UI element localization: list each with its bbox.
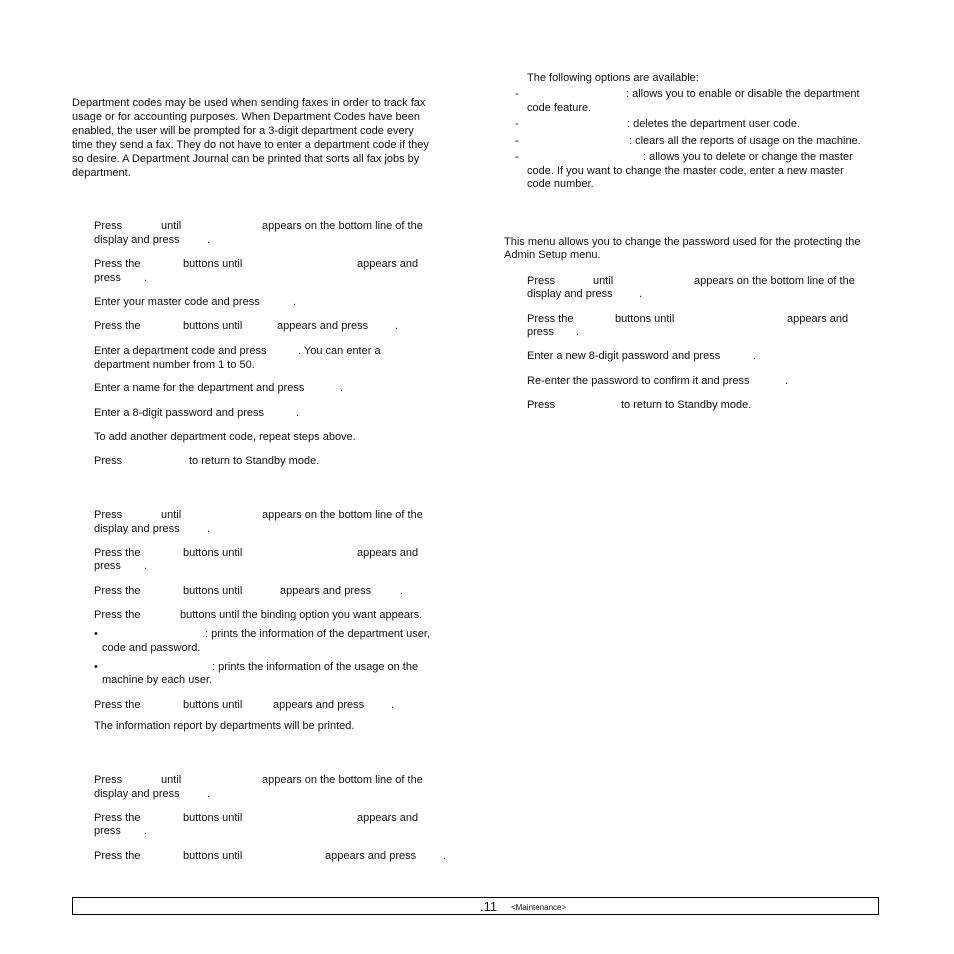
step-text: display and press xyxy=(94,234,180,246)
step-text: Press the xyxy=(94,585,141,597)
intro-line: so desire. A Department Journal can be printed that sorts all fax jobs by xyxy=(72,153,420,165)
password-intro: This menu allows you to change the password used for the protecting the xyxy=(504,236,861,248)
step-text: . xyxy=(293,296,297,308)
step-text: . xyxy=(144,560,148,572)
step-text: . xyxy=(296,407,300,419)
intro-line: Department codes may be used when sending faxes in order to track fax xyxy=(72,97,426,109)
option-text: code feature. xyxy=(527,102,592,114)
step-text: buttons until xyxy=(183,850,243,862)
step-text: . xyxy=(207,523,211,535)
step-text: display and press xyxy=(527,288,613,300)
step-text: press xyxy=(94,560,121,572)
step-text: Enter a 8-digit password and press xyxy=(94,407,264,419)
step-text: until xyxy=(161,509,182,521)
dash-icon: - xyxy=(515,118,519,130)
step-text: Press the xyxy=(94,812,141,824)
dash-icon: - xyxy=(515,88,519,100)
step-text: Press xyxy=(94,455,123,467)
step-text: appears on the bottom line of the xyxy=(262,509,423,521)
step-text: Enter a department code and press xyxy=(94,345,267,357)
step-text: buttons until xyxy=(183,547,243,559)
options-intro: The following options are available: xyxy=(527,72,699,84)
step-text: department number from 1 to 50. xyxy=(94,359,255,371)
step-text: buttons until xyxy=(183,258,243,270)
option-text: code. If you want to change the master code, enter a new master xyxy=(527,165,844,177)
step-text: until xyxy=(593,275,614,287)
bullet-text: machine by each user. xyxy=(102,674,213,686)
step-text: Press xyxy=(94,220,123,232)
step-text: to return to Standby mode. xyxy=(621,399,752,411)
step-text: . xyxy=(340,382,344,394)
step-text: Press xyxy=(94,774,123,786)
step-text: Enter your master code and press xyxy=(94,296,260,308)
bullet-text: : prints the information of the department user, xyxy=(205,628,431,640)
step-text: To add another department code, repeat steps above. xyxy=(94,431,356,443)
step-text: . xyxy=(391,699,395,711)
step-text: appears and press xyxy=(273,699,365,711)
password-intro: Admin Setup menu. xyxy=(504,249,601,261)
step-text: . xyxy=(144,272,148,284)
step-text: to return to Standby mode. xyxy=(189,455,320,467)
bullet-icon: • xyxy=(94,661,98,673)
step-text: The information report by departments will be printed. xyxy=(94,720,355,732)
step-text: press xyxy=(94,825,121,837)
dash-icon: - xyxy=(515,135,519,147)
step-text: Press xyxy=(94,509,123,521)
footer-section: <Maintenance> xyxy=(511,903,567,912)
step-text: Press the xyxy=(94,320,141,332)
option-text: : deletes the department user code. xyxy=(627,118,801,130)
step-text: buttons until the binding option you want appears. xyxy=(180,609,423,621)
step-text: Press xyxy=(527,399,556,411)
step-text: . xyxy=(144,825,148,837)
option-text: : allows you to delete or change the master xyxy=(643,151,853,163)
step-text: . xyxy=(576,326,580,338)
step-text: . You can enter a xyxy=(298,345,381,357)
step-text: appears and xyxy=(787,313,849,325)
step-text: appears on the bottom line of the xyxy=(694,275,855,287)
step-text: Enter a new 8-digit password and press xyxy=(527,350,721,362)
step-text: buttons until xyxy=(183,812,243,824)
option-text: : allows you to enable or disable the department xyxy=(626,88,860,100)
step-text: . xyxy=(785,375,789,387)
step-text: Press the xyxy=(94,258,141,270)
step-text: until xyxy=(161,774,182,786)
step-text: appears and xyxy=(357,812,419,824)
step-text: Press the xyxy=(94,850,141,862)
intro-line: usage or for accounting purposes. When Department Codes have been xyxy=(72,111,420,123)
dash-icon: - xyxy=(515,151,519,163)
step-text: appears and press xyxy=(277,320,369,332)
step-text: display and press xyxy=(94,523,180,535)
step-text: Press the xyxy=(94,699,141,711)
option-text: : clears all the reports of usage on the machine. xyxy=(629,135,861,147)
step-text: buttons until xyxy=(183,699,243,711)
intro-line: department. xyxy=(72,167,131,179)
step-text: until xyxy=(161,220,182,232)
bullet-icon: • xyxy=(94,628,98,640)
step-text: Re-enter the password to confirm it and press xyxy=(527,375,750,387)
intro-line: time they send a fax. They do not have to enter a department code if they xyxy=(72,139,429,151)
option-text: code number. xyxy=(527,178,594,190)
step-text: buttons until xyxy=(183,320,243,332)
step-text: appears and xyxy=(357,258,419,270)
step-text: . xyxy=(443,850,447,862)
step-text: display and press xyxy=(94,788,180,800)
step-text: buttons until xyxy=(615,313,675,325)
step-text: buttons until xyxy=(183,585,243,597)
bullet-text: code and password. xyxy=(102,642,201,654)
step-text: appears and press xyxy=(280,585,372,597)
step-text: . xyxy=(400,585,404,597)
footer-bar xyxy=(72,897,879,915)
step-text: . xyxy=(639,288,643,300)
intro-line: enabled, the user will be prompted for a 3-digit department code every xyxy=(72,125,414,137)
page-number: .11 xyxy=(480,899,498,914)
step-text: appears on the bottom line of the xyxy=(262,774,423,786)
step-text: press xyxy=(527,326,554,338)
step-text: press xyxy=(94,272,121,284)
step-text: . xyxy=(753,350,757,362)
step-text: Press the xyxy=(94,609,141,621)
step-text: . xyxy=(207,234,211,246)
step-text: . xyxy=(395,320,399,332)
step-text: appears and press xyxy=(325,850,417,862)
step-text: appears on the bottom line of the xyxy=(262,220,423,232)
step-text: appears and xyxy=(357,547,419,559)
step-text: Press xyxy=(527,275,556,287)
step-text: Press the xyxy=(94,547,141,559)
step-text: . xyxy=(207,788,211,800)
bullet-text: : prints the information of the usage on the xyxy=(212,661,419,673)
step-text: Press the xyxy=(527,313,574,325)
step-text: Enter a name for the department and press xyxy=(94,382,305,394)
